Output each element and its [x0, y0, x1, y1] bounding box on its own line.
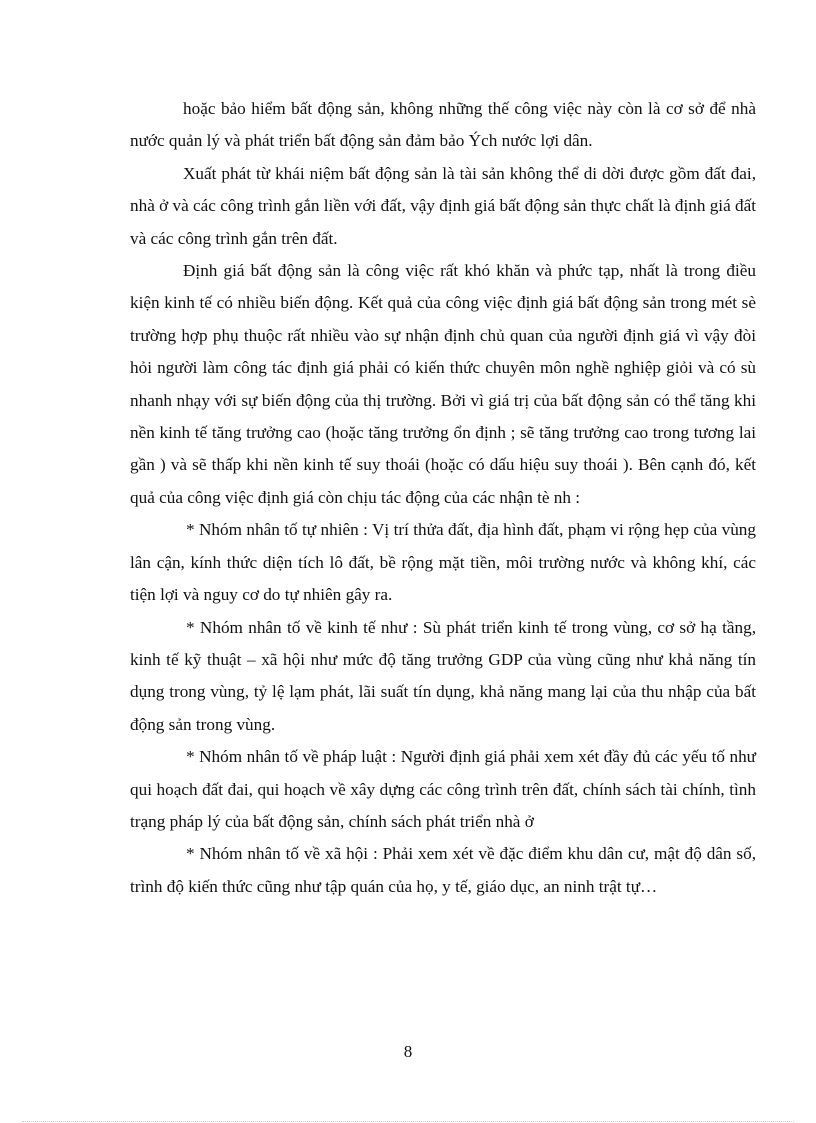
paragraph-social-factors: * Nhóm nhân tố về xã hội : Phải xem xét về đặc điểm khu dân cư, mật độ dân số, trình độ kiến thức cũng như tập quán của họ, y tế, giáo dục, an ninh trật tự… [130, 844, 756, 896]
paragraph-complexity: Định giá bất động sản là công việc rất khó khăn và phức tạp, nhất là trong điều kiện kinh tế có nhiều biến động. Kết quả của công việc định giá bất động sản trong mét sè trường hợp phụ thuộc rất nhiều vào sự nhận định chủ quan của người định giá vì vậy đòi hỏi người làm công tác định giá phải có kiến thức chuyên môn nghề nghiệp giỏi và có sù nhanh nhạy với sự biến động của thị trường. Bởi vì giá trị của bất động sản có thể tăng khi nền kinh tế tăng trưởng cao (hoặc tăng trưởng ổn định ; sẽ tăng trưởng cao trong tương lai gần ) và sẽ thấp khi nền kinh tế suy thoái (hoặc có dấu hiệu suy thoái ). Bên cạnh đó, kết quả của công việc định giá còn chịu tác động của các nhận tè nh : [130, 261, 756, 507]
paragraph-intro-continuation: hoặc bảo hiểm bất động sản, không những thế công việc này còn là cơ sở để nhà nước quản lý và phát triển bất động sản đảm bảo Ých nước lợi dân. [130, 99, 756, 151]
paragraph-economic-factors: * Nhóm nhân tố về kinh tế như : Sù phát triển kinh tế trong vùng, cơ sở hạ tầng, kinh tế kỹ thuật – xã hội như mức độ tăng trưởng GDP của vùng cũng như khả năng tín dụng trong vùng, tỷ lệ lạm phát, lãi suất tín dụng, khả năng mang lại của thu nhập của bất động sản trong vùng. [130, 617, 756, 734]
page-bottom-divider [22, 1121, 794, 1122]
paragraph-definition: Xuất phát từ khái niệm bất động sản là tài sản không thể di dời được gồm đất đai, nhà ở và các công trình gắn liền với đất, vậy định giá bất động sản thực chất là định giá đất và các công trình gắn trên đất. [130, 163, 757, 248]
paragraph-natural-factors: * Nhóm nhân tố tự nhiên : Vị trí thửa đất, địa hình đất, phạm vi rộng hẹp của vùng lân cận, kính thức diện tích lô đất, bề rộng mặt tiền, môi trường nước và không khí, các tiện lợi và nguy cơ do tự nhiên gây ra. [130, 520, 756, 605]
body-text [130, 93, 756, 903]
paragraph-legal-factors: * Nhóm nhân tố về pháp luật : Người định giá phải xem xét đầy đủ các yếu tố như qui hoạch đất đai, qui hoạch về xây dựng các công trình trên đất, chính sách tài chính, tình trạng pháp lý của bất động sản, chính sách phát triển nhà ở [130, 747, 756, 831]
page-number: 8 [403, 1042, 413, 1061]
